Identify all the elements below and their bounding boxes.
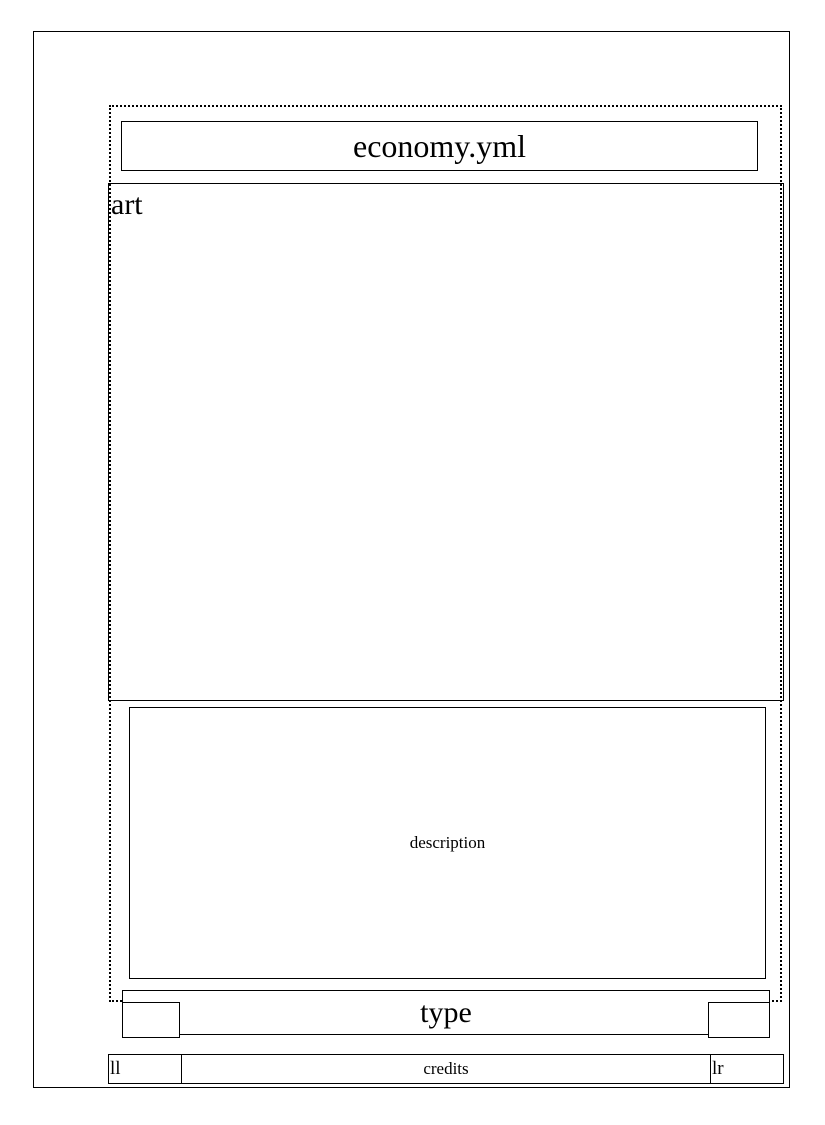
- card-bottom-bar: [108, 1054, 784, 1084]
- type-placeholder-label: type: [420, 995, 472, 1029]
- card-title-box: [121, 121, 758, 171]
- page-frame: [33, 31, 790, 1088]
- stat-left-box: [122, 1002, 180, 1038]
- stat-right-box: [708, 1002, 770, 1038]
- description-placeholder-label: description: [409, 833, 486, 852]
- stat-left-value: ll: [110, 1058, 121, 1079]
- bottom-right-cell: [710, 1055, 783, 1083]
- bottom-left-cell: [109, 1055, 182, 1083]
- bottom-center-cell: [182, 1055, 710, 1083]
- credits-label: credits: [423, 1059, 469, 1078]
- card-description-box: [129, 707, 766, 979]
- art-placeholder-label: art: [111, 188, 143, 221]
- stat-right-value: lr: [712, 1058, 724, 1079]
- card-type-box: [122, 990, 770, 1035]
- card-art-box: [108, 183, 784, 701]
- card-title: economy.yml: [353, 128, 526, 164]
